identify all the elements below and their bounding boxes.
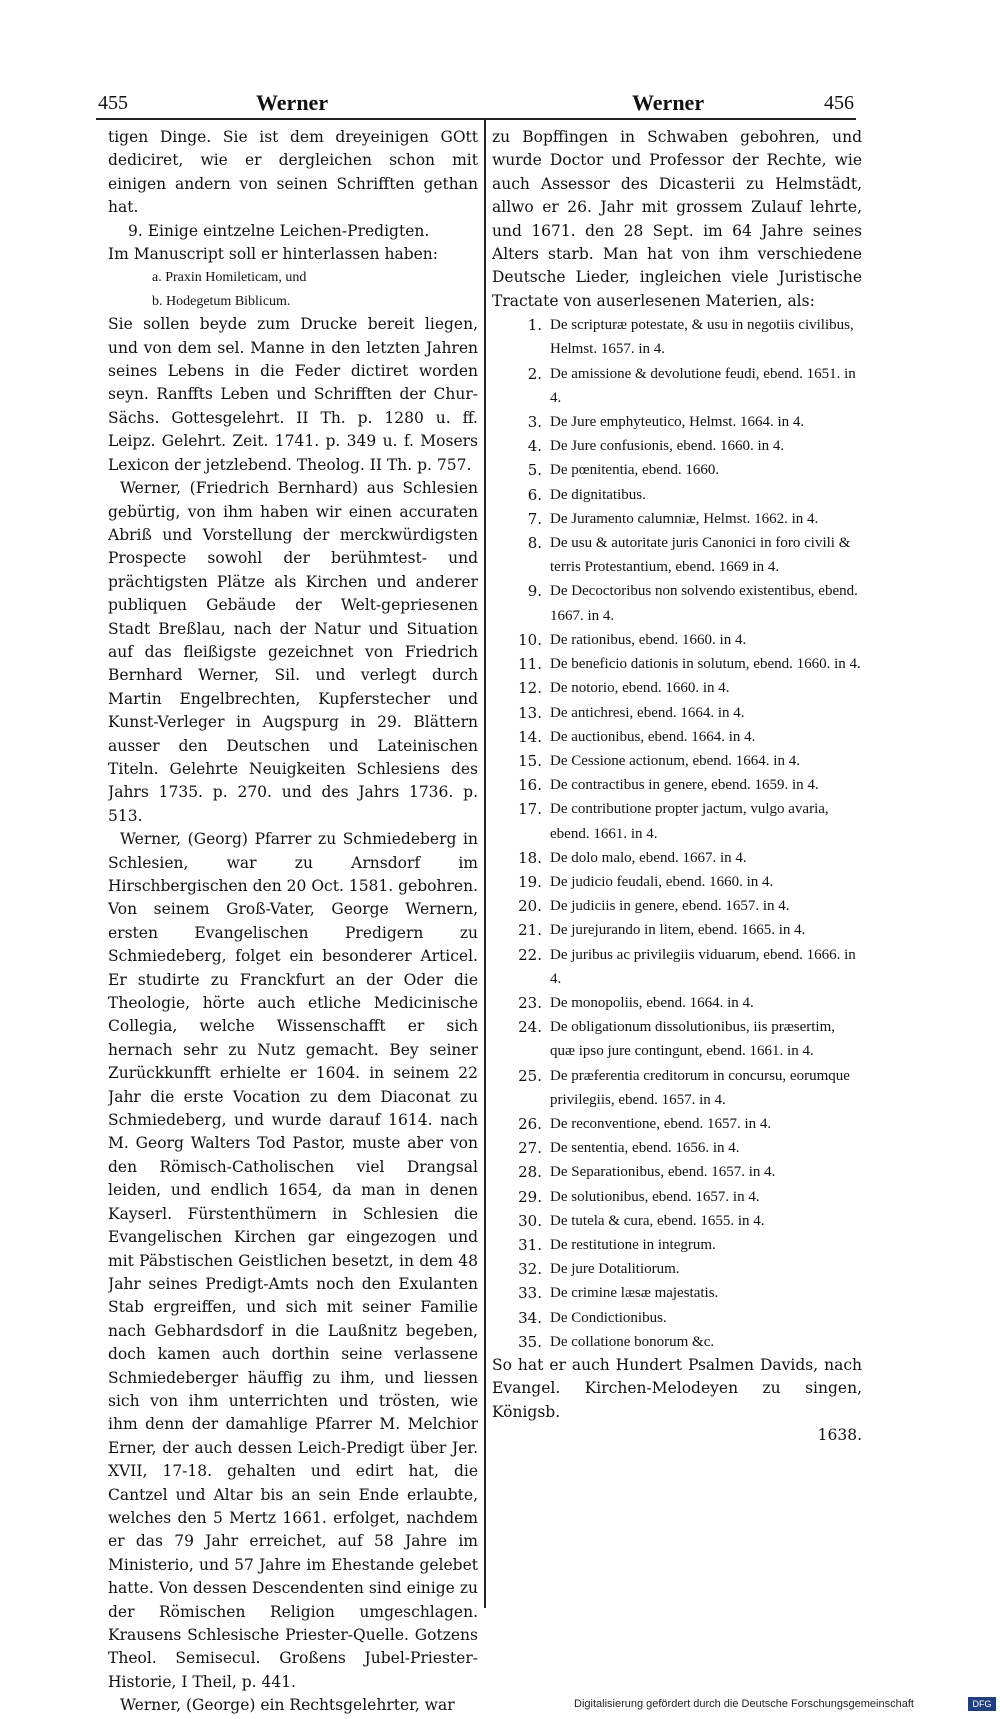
work-title: De contractibus in genere, ebend. 1659. in 4. xyxy=(550,777,819,794)
work-title: De restitutione in integrum. xyxy=(550,1236,716,1253)
work-title: De rationibus, ebend. 1660. in 4. xyxy=(550,631,747,648)
work-title: De jure Dotalitiorum. xyxy=(550,1261,680,1278)
work-number: 35. xyxy=(518,1332,542,1351)
work-item xyxy=(492,410,862,434)
work-number: 21. xyxy=(518,921,542,940)
work-title: De notorio, ebend. 1660. in 4. xyxy=(550,680,730,697)
work-title: De crimine læsæ majestatis. xyxy=(550,1285,719,1302)
manuscript-item-a: a. Praxin Homileticam, und xyxy=(152,270,307,286)
work-title: De juribus ac privilegiis viduarum, ebend. 1666. in 4. xyxy=(550,946,856,987)
works-list xyxy=(492,313,862,1354)
work-title: De Jure emphyteutico, Helmst. 1664. in 4. xyxy=(550,414,805,431)
work-item xyxy=(492,1064,862,1112)
work-title: De Jure confusionis, ebend. 1660. in 4. xyxy=(550,438,785,455)
work-number: 13. xyxy=(518,703,542,722)
work-title: De jurejurando in litem, ebend. 1665. in 4. xyxy=(550,922,806,939)
header-rule xyxy=(96,118,856,120)
dfg-logo: DFG xyxy=(968,1697,996,1711)
running-head-right: Werner xyxy=(632,90,705,115)
work-item xyxy=(492,531,862,579)
work-title: De solutionibus, ebend. 1657. in 4. xyxy=(550,1188,760,1205)
work-item xyxy=(492,652,862,676)
work-title: De sententia, ebend. 1656. in 4. xyxy=(550,1140,740,1157)
work-item xyxy=(492,918,862,942)
work-number: 30. xyxy=(518,1211,542,1230)
work-number: 33. xyxy=(518,1284,542,1303)
page-number-right: 456 xyxy=(824,92,854,114)
work-number: 28. xyxy=(518,1163,542,1182)
work-title: De dolo malo, ebend. 1667. in 4. xyxy=(550,849,747,866)
work-title: De Condictionibus. xyxy=(550,1309,667,1326)
entry-werner-georg: Werner, (Georg) Pfarrer zu Schmiedeberg in Schlesien, war zu Arnsdorf im Hirschbergischen den 20 Oct. 1581. gebohren. Von seinem Groß-Vater, George Wernern, ersten Evangelischen Predigern zu Schmiedeberg, folget ein besonderer Articel. Er studirte zu Franckfurt an der Oder die Theologie, hörte auch etliche Medicinische Collegia, welche Wissenschafft er sich hernach sehr zu Nutz gemacht. Bey seiner Zurückkunfft erhielte er 1604. in seinem 22 Jahr die erste Vocation zu dem Diaconat zu Schmiedeberg, und wurde darauf 1614. nach M. Georg Walters Tod Pastor, muste aber von den Römisch-Catholischen viel Drangsal leiden, und endlich 1654, da man in denen Kayserl. Fürstenthümern in Schlesien die Evangelischen Kirchen gar eingezogen und mit Päbstischen Geistlichen besetzt, in dem 48 Jahr seines Predigt-Amts noch den Exulanten Stab ergreiffen, und sich mit seiner Familie nach Gebhardsdorf in die Laußnitz begeben, doch kamen auch dorthin seine verlassene Schmiedeberger häuffig zu ihm, und liessen sich von ihm unterrichten und trösten, wie ihm denn der damahlige Pfarrer M. Melchior Erner, der auch dessen Leich-Predigt über Jer. XVII, 17-18. gehalten und edirt hat, die Cantzel und Altar bis an sein Ende erlaubte, welches den 5 Mertz 1661. erfolget, nachdem er das 79 Jahr erreichet, auf 58 Jahre im Ministerio, und 57 Jahre im Ehestande gelebet hatte. Von dessen Descendenten sind einige zu der Römischen Religion umgeschlagen. Krausens Schlesische Priester-Quelle. Gotzens Theol. Semisecul. Großens Jubel-Priester-Historie, I Theil, p. 441. xyxy=(108,830,478,1691)
entry-werner-friedrich-bernhard: Werner, (Friedrich Bernhard) aus Schlesien gebürtig, von ihm haben wir einen accuraten Abriß und Vorstellung der merckwürdigsten Prospecte sowohl der berühmtest- und prächtigsten Plätze als Kirchen und anderer publiquen Gebäude der Welt-gepriesenen Stadt Breßlau, nach der Natur und Situation auf das fleißigste gezeichnet von Friedrich Bernhard Werner, Sil. und verlegt durch Martin Engelbrechten, Kupferstecher und Kunst-Verleger in Augspurg in 29. Blättern ausser den Deutschen und Lateinischen Titeln. Gelehrte Neuigkeiten Schlesiens des Jahrs 1735. p. 270. und des Jahrs 1736. p. 513. xyxy=(108,479,478,825)
work-number: 14. xyxy=(518,727,542,746)
manuscript-heading: Im Manuscript soll er hinterlassen haben: xyxy=(108,245,438,264)
work-title: De obligationum dissolutionibus, iis præsertim, quæ ipso jure contingunt, ebend. 1661. in 4. xyxy=(550,1019,835,1060)
work-title: De collatione bonorum &c. xyxy=(550,1333,715,1350)
work-item xyxy=(492,1257,862,1281)
work-title: De antichresi, ebend. 1664. in 4. xyxy=(550,704,745,721)
work-number: 5. xyxy=(527,461,542,480)
manuscript-item-b: b. Hodegetum Biblicum. xyxy=(152,293,291,309)
work-number: 23. xyxy=(518,993,542,1012)
work-item xyxy=(492,725,862,749)
work-item xyxy=(492,1306,862,1330)
work-item xyxy=(492,579,862,627)
work-number: 19. xyxy=(518,872,542,891)
work-title: De Separationibus, ebend. 1657. in 4. xyxy=(550,1164,776,1181)
page-number-left: 455 xyxy=(98,92,128,114)
work-item xyxy=(492,1136,862,1160)
work-title: De reconventione, ebend. 1657. in 4. xyxy=(550,1115,772,1132)
entry-werner-george-start: Werner, (George) ein Rechtsgelehrter, war xyxy=(120,1696,455,1715)
work-title: De pœnitentia, ebend. 1660. xyxy=(550,462,720,479)
work-number: 17. xyxy=(518,800,542,819)
work-number: 31. xyxy=(518,1235,542,1254)
work-number: 10. xyxy=(518,630,542,649)
work-number: 6. xyxy=(527,485,542,504)
work-item xyxy=(492,1015,862,1063)
work-item xyxy=(492,846,862,870)
work-title: De Decoctoribus non solvendo existentibus, ebend. 1667. in 4. xyxy=(550,583,858,624)
work-item xyxy=(492,1281,862,1305)
work-item xyxy=(492,773,862,797)
work-number: 2. xyxy=(527,364,542,383)
work-item xyxy=(492,870,862,894)
work-item xyxy=(492,1209,862,1233)
column-divider xyxy=(484,120,486,1608)
work-number: 25. xyxy=(518,1066,542,1085)
psalms-paragraph: So hat er auch Hundert Psalmen Davids, nach Evangel. Kirchen-Melodeyen zu singen, Königsb. xyxy=(492,1355,862,1421)
work-number: 15. xyxy=(518,751,542,770)
work-item xyxy=(492,797,862,845)
work-item xyxy=(492,991,862,1015)
work-item xyxy=(492,894,862,918)
work-item xyxy=(492,313,862,361)
list-item-9: 9. Einige eintzelne Leichen-Predigten. xyxy=(128,221,430,240)
psalms-year: 1638. xyxy=(817,1426,862,1445)
work-number: 29. xyxy=(518,1187,542,1206)
work-item xyxy=(492,507,862,531)
work-item xyxy=(492,1330,862,1354)
work-number: 11. xyxy=(518,655,542,674)
work-item xyxy=(492,1185,862,1209)
work-title: De Juramento calumniæ, Helmst. 1662. in 4. xyxy=(550,510,819,527)
work-title: De Cessione actionum, ebend. 1664. in 4. xyxy=(550,752,800,769)
work-title: De beneficio dationis in solutum, ebend. 1660. in 4. xyxy=(550,656,861,673)
work-number: 8. xyxy=(527,534,542,553)
left-column xyxy=(108,126,478,1718)
work-title: De judicio feudali, ebend. 1660. in 4. xyxy=(550,873,774,890)
work-number: 22. xyxy=(518,945,542,964)
work-number: 18. xyxy=(518,848,542,867)
work-number: 9. xyxy=(527,582,542,601)
work-title: De judiciis in genere, ebend. 1657. in 4. xyxy=(550,898,790,915)
entry-werner-george-continued: zu Bopffingen in Schwaben gebohren, und wurde Doctor und Professor der Rechte, wie auch Assessor des Dicasterii zu Helmstädt, allwo er 26. Jahr mit grossem Zulauf lehrte, und 1671. den 28 Sept. im 64 Jahre seines Alters starb. Man hat von ihm verschiedene Deutsche Lieder, ingleichen viele Juristische Tractate von auserlesenen Materien, als: xyxy=(492,128,862,310)
work-title: De tutela & cura, ebend. 1655. in 4. xyxy=(550,1212,765,1229)
work-number: 34. xyxy=(518,1308,542,1327)
work-title: De contributione propter jactum, vulgo avaria, ebend. 1661. in 4. xyxy=(550,801,829,842)
work-number: 20. xyxy=(518,897,542,916)
work-item xyxy=(492,1160,862,1184)
work-title: De auctionibus, ebend. 1664. in 4. xyxy=(550,728,756,745)
work-number: 26. xyxy=(518,1114,542,1133)
work-item xyxy=(492,749,862,773)
work-number: 3. xyxy=(527,413,542,432)
work-number: 24. xyxy=(518,1018,542,1037)
sources-paragraph: Sie sollen beyde zum Drucke bereit liegen, und von dem sel. Manne in den letzten Jahren seines Lebens in die Feder dictiret worden seyn. Ranffts Leben und Schrifften der Chur-Sächs. Gottesgelehrt. II Th. p. 1280 u. ff. Leipz. Gelehrt. Zeit. 1741. p. 349 u. f. Mosers Lexicon der jetzlebend. Theolog. II Th. p. 757. xyxy=(108,315,478,474)
work-item xyxy=(492,362,862,410)
work-item xyxy=(492,434,862,458)
running-head-left: Werner xyxy=(256,90,329,115)
work-title: De amissione & devolutione feudi, ebend. 1651. in 4. xyxy=(550,365,856,406)
work-item xyxy=(492,701,862,725)
continuation-paragraph: tigen Dinge. Sie ist dem dreyeinigen GOtt dediciret, wie er dergleichen schon mit einigen andern von seinen Schrifften gethan hat. xyxy=(108,128,478,217)
work-number: 12. xyxy=(518,679,542,698)
work-number: 4. xyxy=(527,437,542,456)
work-item xyxy=(492,943,862,991)
work-title: De dignitatibus. xyxy=(550,486,646,503)
work-number: 27. xyxy=(518,1139,542,1158)
right-column xyxy=(492,126,862,1448)
work-number: 1. xyxy=(527,316,542,335)
work-item xyxy=(492,483,862,507)
work-number: 16. xyxy=(518,776,542,795)
work-number: 32. xyxy=(518,1260,542,1279)
work-item xyxy=(492,458,862,482)
work-item xyxy=(492,628,862,652)
work-title: De præferentia creditorum in concursu, eorumque privilegiis, ebend. 1657. in 4. xyxy=(550,1067,850,1108)
work-item xyxy=(492,676,862,700)
work-number: 7. xyxy=(527,509,542,528)
digitization-credit: Digitalisierung gefördert durch die Deutsche Forschungsgemeinschaft xyxy=(574,1698,914,1710)
work-item xyxy=(492,1112,862,1136)
work-item xyxy=(492,1233,862,1257)
work-title: De monopoliis, ebend. 1664. in 4. xyxy=(550,994,754,1011)
work-title: De usu & autoritate juris Canonici in foro civili & terris Protestantium, ebend. 1669 in 4. xyxy=(550,535,851,576)
work-title: De scripturæ potestate, & usu in negotiis civilibus, Helmst. 1657. in 4. xyxy=(550,317,854,358)
